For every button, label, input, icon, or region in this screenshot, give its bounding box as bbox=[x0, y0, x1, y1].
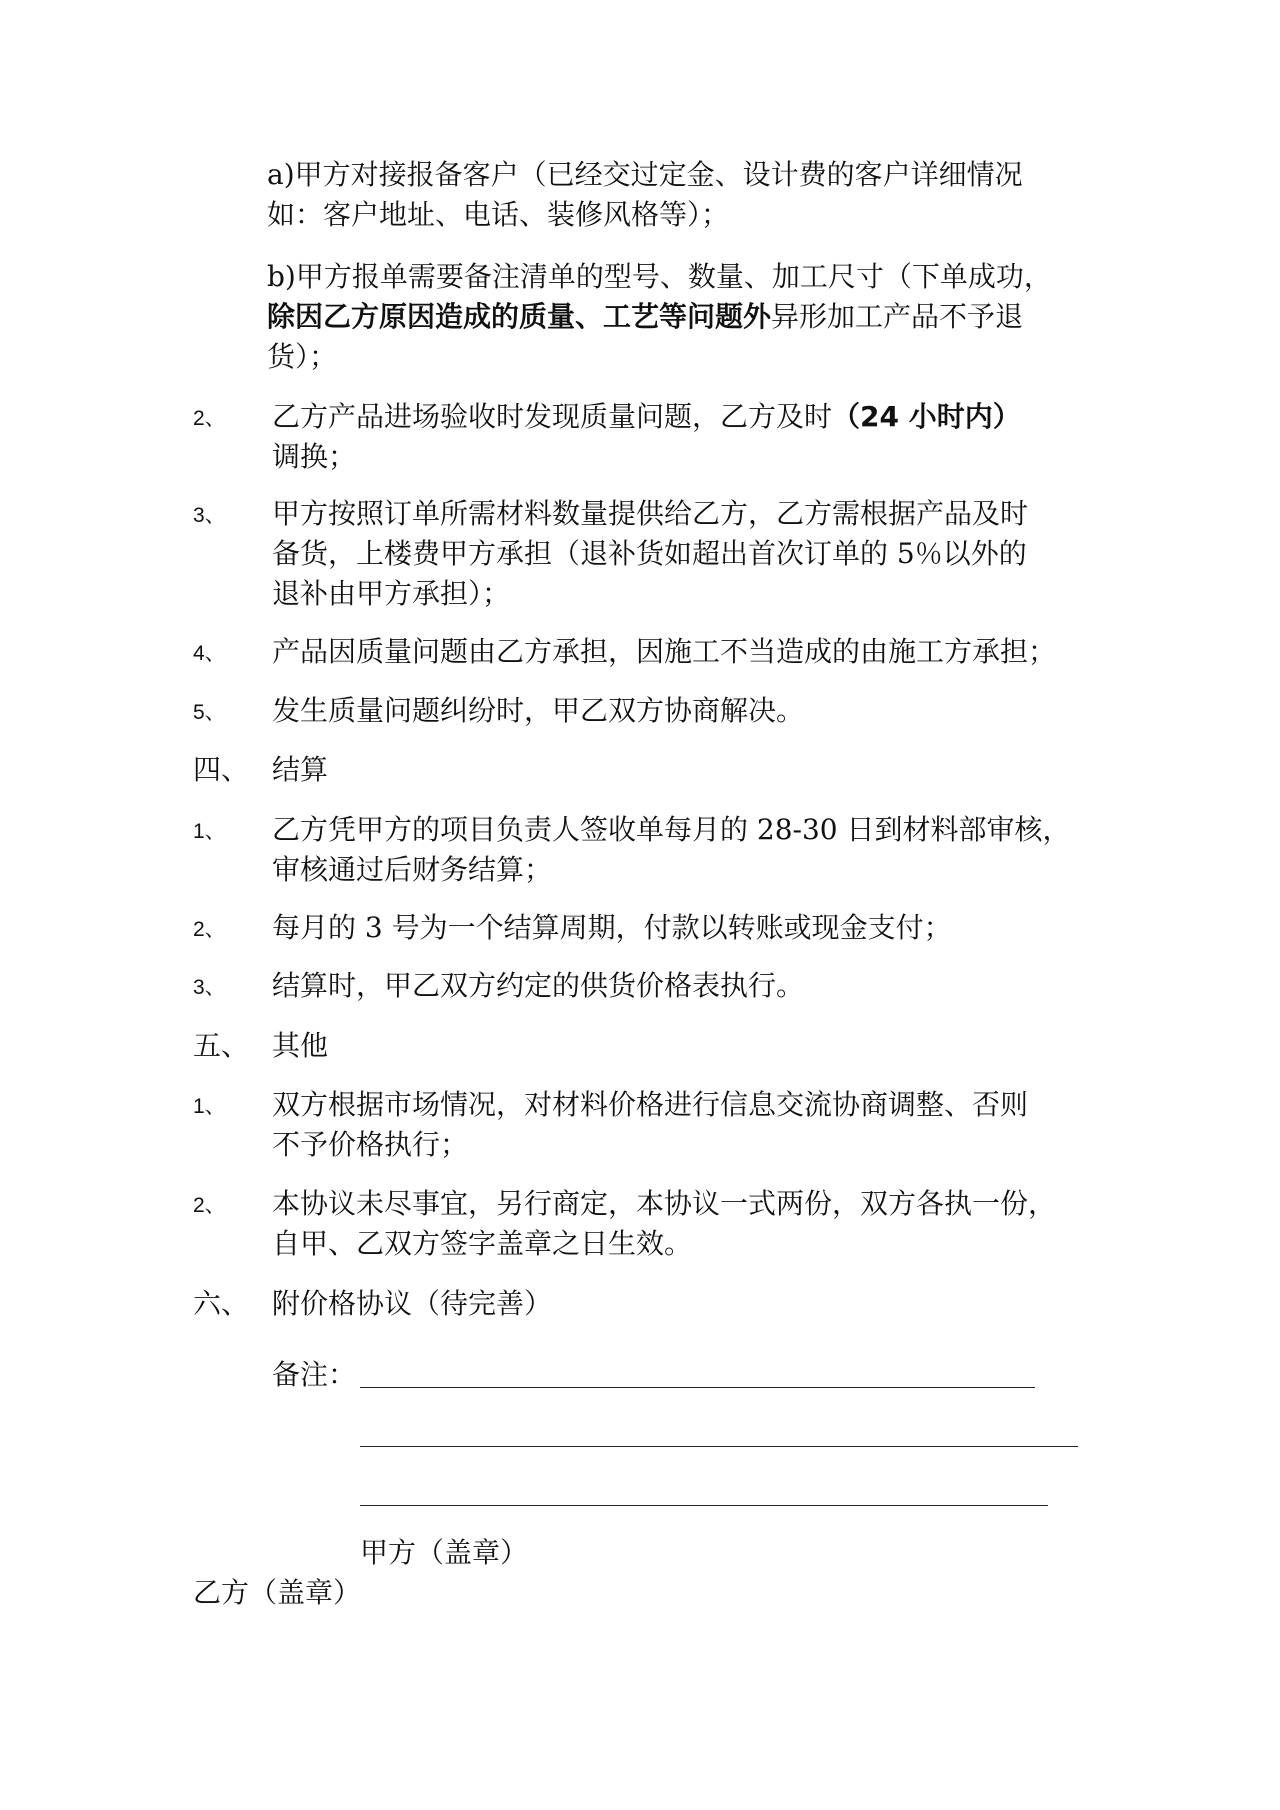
settlement-1-line-1: 乙方凭甲方的项目负责人签收单每月的 28-30 日到材料部审核， bbox=[272, 813, 1071, 846]
clause-number: 1、 bbox=[193, 1095, 226, 1118]
section-number: 六、 bbox=[193, 1287, 250, 1320]
remark-blank-line[interactable] bbox=[360, 1387, 1035, 1388]
other-2-line-1: 本协议未尽事宜，另行商定，本协议一式两份，双方各执一份， bbox=[272, 1187, 1057, 1220]
signature-party-a: 甲方（盖章） bbox=[360, 1536, 529, 1569]
clause-3-line-3: 退补由甲方承担）； bbox=[272, 577, 511, 610]
clause-4-line-1: 产品因质量问题由乙方承担，因施工不当造成的由施工方承担； bbox=[272, 635, 1057, 668]
settlement-1-line-2: 审核通过后财务结算； bbox=[272, 853, 553, 886]
section-number: 四、 bbox=[193, 753, 250, 786]
clause-2-line-2: 调换； bbox=[272, 440, 357, 473]
settlement-3-line-1: 结算时，甲乙双方约定的供货价格表执行。 bbox=[272, 969, 805, 1002]
clause-number: 3、 bbox=[193, 976, 226, 999]
clause-2-line-1 bbox=[272, 397, 1021, 437]
remark-blank-line[interactable] bbox=[360, 1505, 1048, 1506]
clause-a-line-1: a)甲方对接报备客户（已经交过定金、设计费的客户详细情况 bbox=[267, 158, 1023, 191]
clause-number: 2、 bbox=[193, 1194, 226, 1217]
other-2-line-2: 自甲、乙双方签字盖章之日生效。 bbox=[272, 1227, 693, 1260]
section-number: 五、 bbox=[193, 1029, 250, 1062]
section-title-price-agreement: 附价格协议（待完善） bbox=[272, 1287, 553, 1320]
clause-2-bold-text: （24 小时内） bbox=[832, 400, 1021, 433]
clause-b-line-3: 货）； bbox=[267, 340, 338, 373]
remark-blank-line[interactable] bbox=[360, 1446, 1078, 1447]
signature-party-b: 乙方（盖章） bbox=[193, 1576, 362, 1609]
clause-5-line-1: 发生质量问题纠纷时，甲乙双方协商解决。 bbox=[272, 694, 805, 727]
clause-b-bold-text: 除因乙方原因造成的质量、工艺等问题外 bbox=[267, 300, 772, 333]
clause-number: 2、 bbox=[193, 407, 226, 430]
clause-number: 2、 bbox=[193, 918, 226, 941]
clause-a-line-2: 如：客户地址、电话、装修风格等）； bbox=[267, 198, 730, 231]
clause-number: 3、 bbox=[193, 504, 226, 527]
remark-label: 备注： bbox=[272, 1358, 357, 1391]
other-1-line-1: 双方根据市场情况，对材料价格进行信息交流协商调整、否则 bbox=[272, 1088, 1029, 1121]
clause-b-line-1: b)甲方报单需要备注清单的型号、数量、加工尺寸（下单成功， bbox=[267, 260, 1052, 293]
clause-b-rest-text: 异形加工产品不予退 bbox=[771, 300, 1024, 333]
clause-3-line-2: 备货，上楼费甲方承担（退补货如超出首次订单的 5％以外的 bbox=[272, 537, 1027, 570]
clause-b-line-2 bbox=[267, 297, 1023, 337]
other-1-line-2: 不予价格执行； bbox=[272, 1128, 469, 1161]
section-title-settlement: 结算 bbox=[272, 753, 329, 786]
clause-number: 4、 bbox=[193, 642, 226, 665]
clause-number: 5、 bbox=[193, 701, 226, 724]
section-title-other: 其他 bbox=[272, 1029, 329, 1062]
clause-number: 1、 bbox=[193, 820, 226, 843]
settlement-2-line-1: 每月的 3 号为一个结算周期，付款以转账或现金支付； bbox=[272, 911, 952, 944]
clause-3-line-1: 甲方按照订单所需材料数量提供给乙方，乙方需根据产品及时 bbox=[272, 497, 1029, 530]
clause-2-text: 乙方产品进场验收时发现质量问题，乙方及时 bbox=[272, 400, 833, 433]
